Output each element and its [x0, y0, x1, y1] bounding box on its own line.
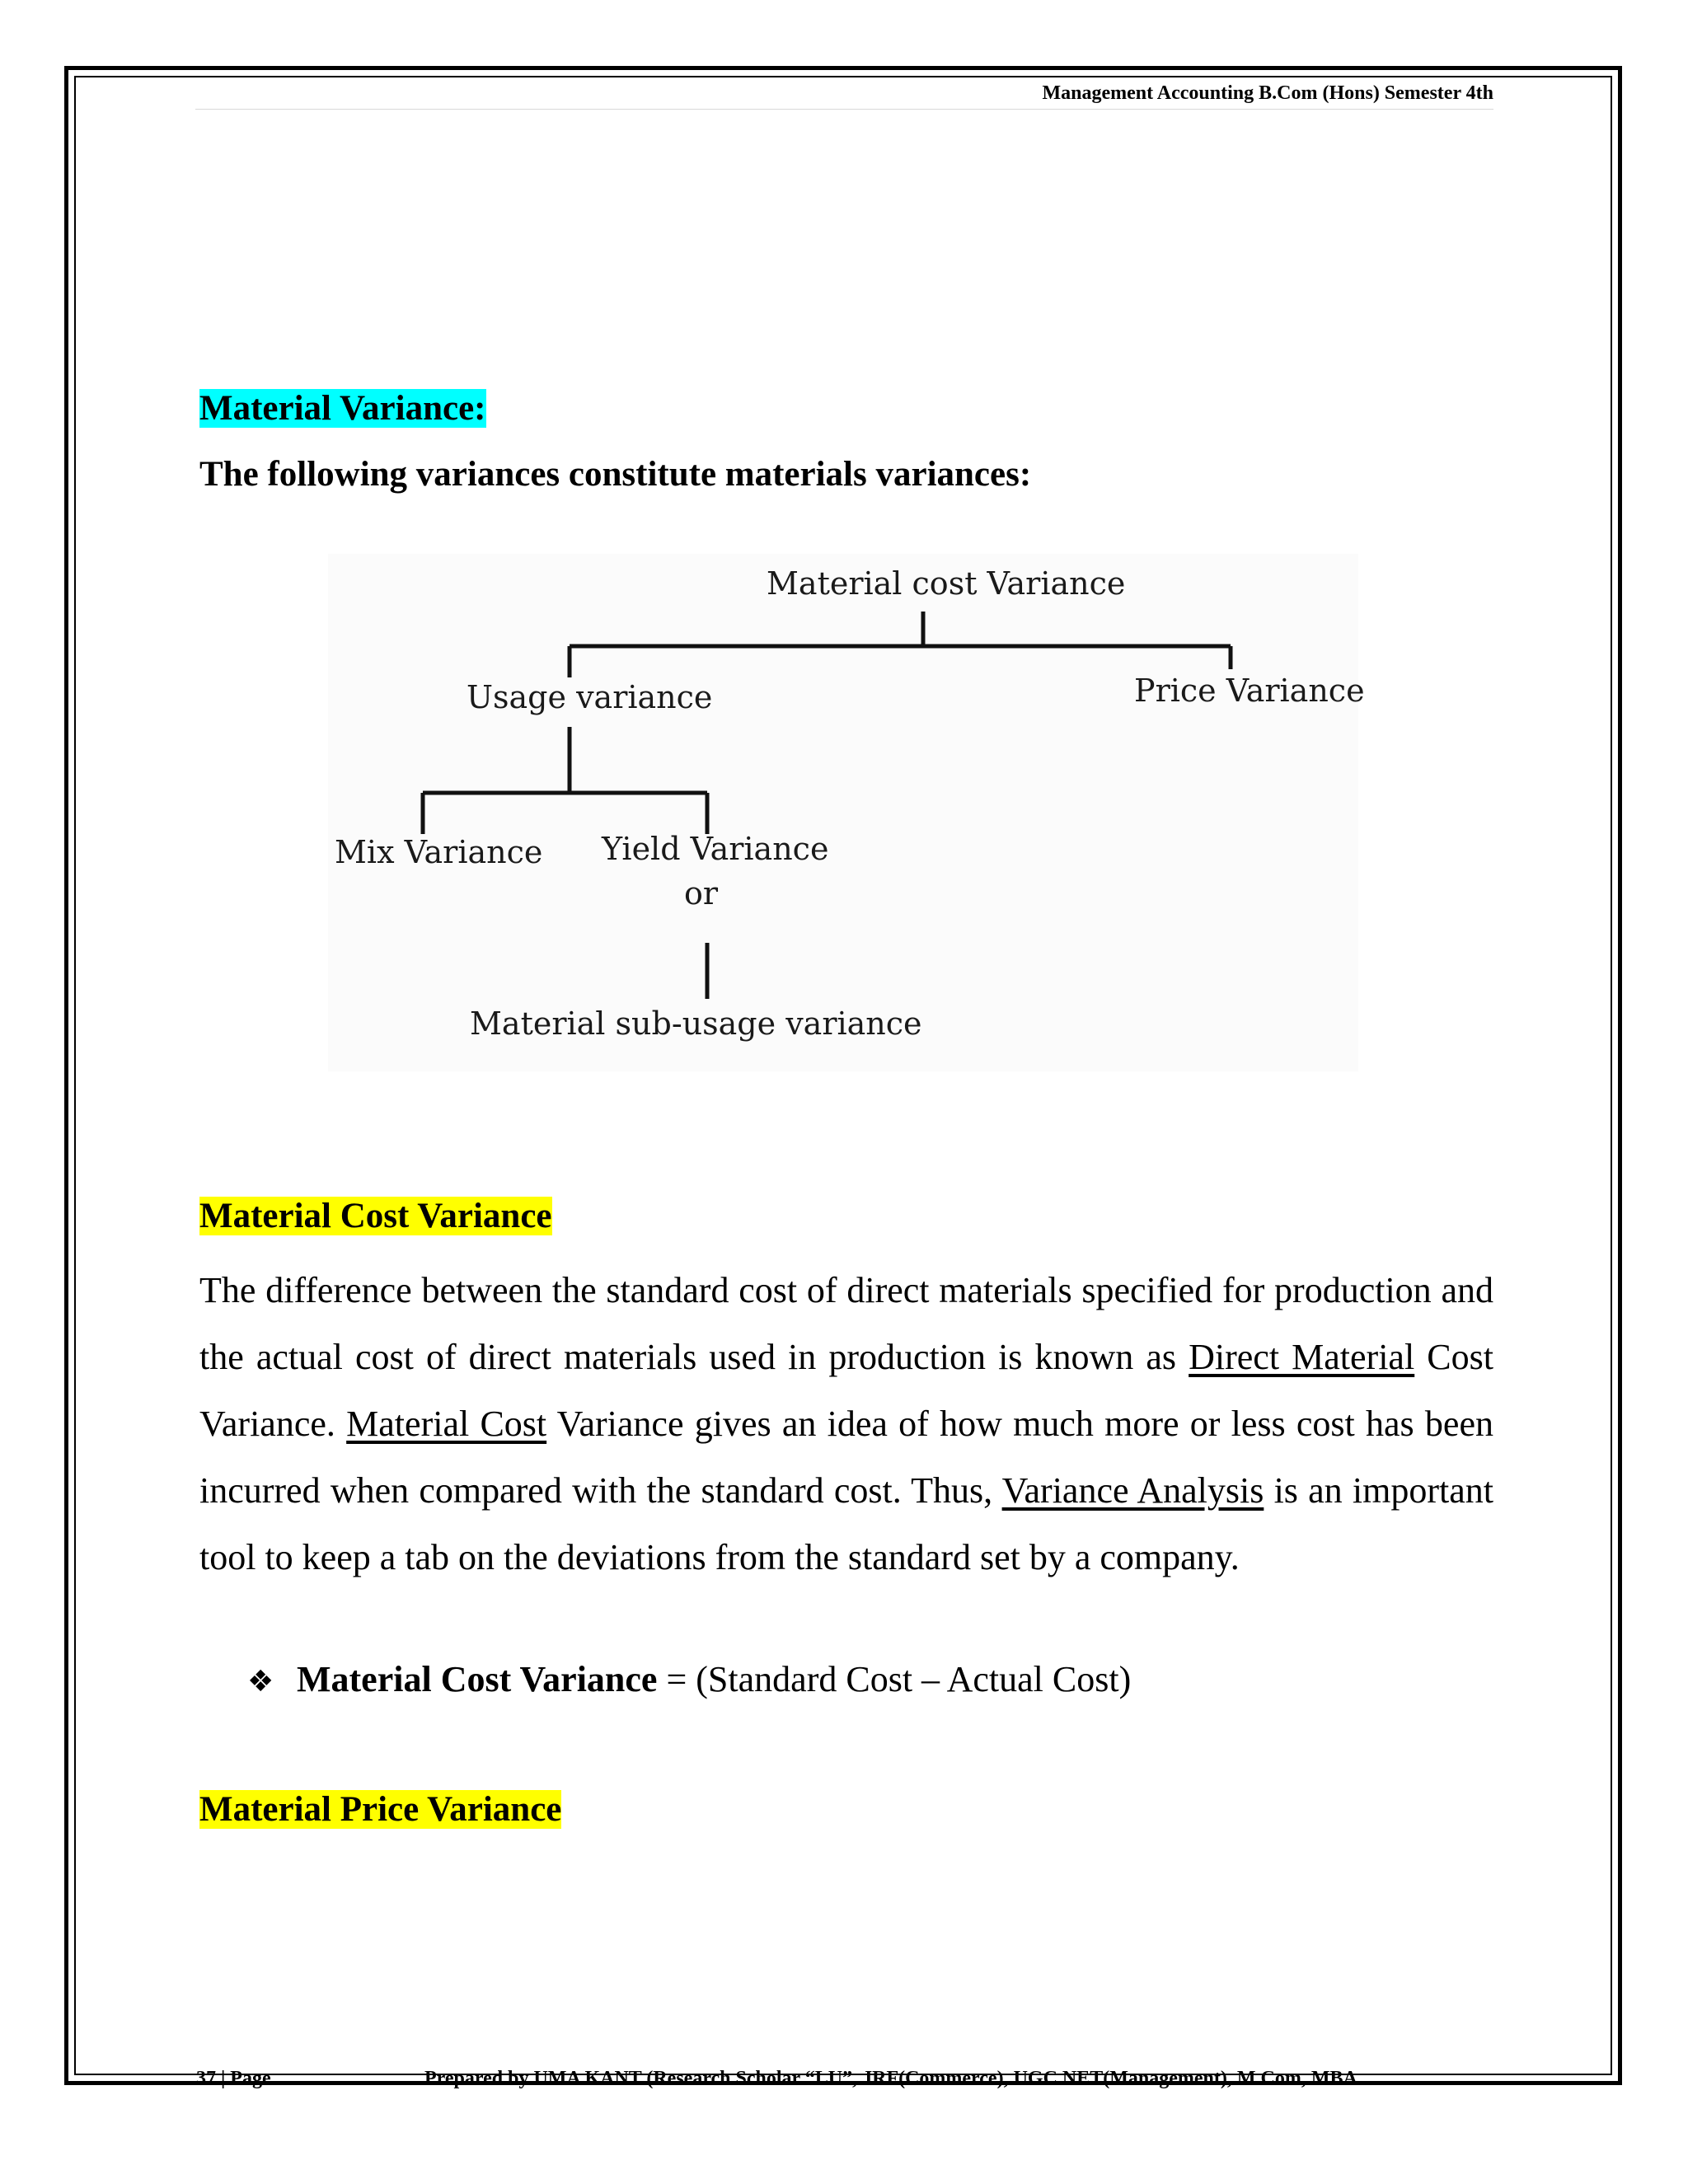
diagram-or-label: or	[684, 875, 719, 912]
material-price-variance-heading-text: Material Price Variance	[199, 1790, 562, 1829]
formula-term: Material Cost Variance	[297, 1659, 658, 1699]
diagram-sub-usage-label: Material sub-usage variance	[470, 1005, 922, 1042]
diagram-connector-lines	[328, 554, 1358, 1071]
footer-prepared-by: Prepared by UMA KANT (Research Scholar “LU”, JRF(Commerce), UGC NET(Management), M.Com, MBA	[424, 2068, 1357, 2089]
page-header	[195, 81, 1493, 110]
link-direct-material[interactable]: Direct Material	[1189, 1337, 1415, 1377]
material-cost-variance-paragraph	[199, 1257, 1493, 1591]
diagram-usage-label: Usage variance	[467, 679, 713, 715]
material-variance-heading	[199, 386, 486, 432]
material-cost-variance-formula	[247, 1657, 1131, 1705]
paragraph-text-4: is an important tool to keep a tab on the deviations from the standard set by a company.	[199, 1470, 1494, 1577]
material-price-variance-heading	[199, 1787, 561, 1833]
paragraph-text-3: Variance gives an idea of how much more or less cost has been incurred when compared with the standard cost. Thus,	[199, 1404, 1493, 1511]
variance-tree-diagram	[328, 554, 1365, 1071]
paragraph-text-2: Cost Variance.	[199, 1337, 1493, 1444]
material-cost-variance-heading-text: Material Cost Variance	[199, 1197, 552, 1235]
header-text: Management Accounting B.Com (Hons) Semester 4th	[1042, 82, 1493, 104]
diamond-bullet-icon: ❖	[247, 1665, 274, 1699]
formula-expression: = (Standard Cost – Actual Cost)	[657, 1659, 1132, 1699]
paragraph-text-1: The difference between the standard cost of direct materials specified for production and the actual cost of direct materials used in production is known as	[199, 1270, 1493, 1377]
diagram-yield-label: Yield Variance	[602, 831, 829, 867]
link-material-cost[interactable]: Material Cost	[346, 1404, 547, 1444]
page-border-inner	[74, 76, 1612, 2075]
material-cost-variance-heading	[199, 1193, 552, 1240]
diagram-price-label: Price Variance	[1134, 673, 1365, 709]
material-variance-subheading: The following variances constitute materials variances:	[199, 455, 1032, 494]
footer-page-number: 37 | Page	[196, 2068, 271, 2089]
material-variance-heading-text: Material Variance:	[199, 389, 486, 428]
diagram-root-label: Material cost Variance	[767, 565, 1126, 602]
diagram-mix-label: Mix Variance	[335, 834, 543, 870]
link-variance-analysis[interactable]: Variance Analysis	[1001, 1470, 1264, 1511]
